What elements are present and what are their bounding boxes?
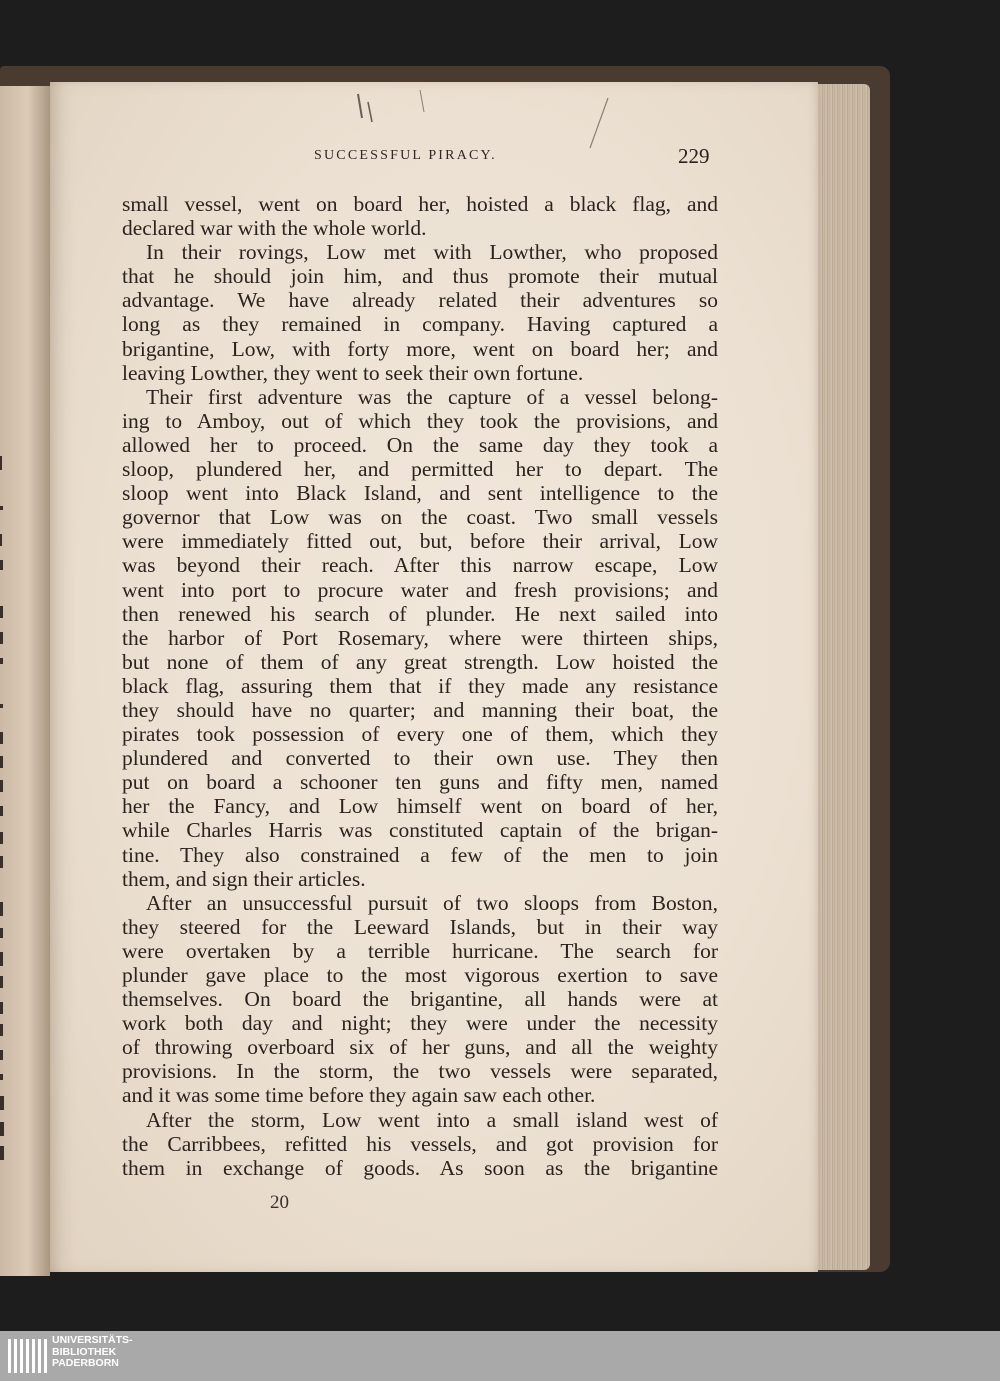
text-line: them in exchange of goods. As soon as the brigantine (122, 1155, 718, 1180)
library-name-line: UNIVERSITÄTS- (52, 1334, 133, 1346)
text-line: but none of them of any great strength. Low hoisted the (122, 649, 718, 674)
text-line: In their rovings, Low met with Lowther, who proposed (146, 240, 718, 265)
library-name-line: PADERBORN (52, 1357, 119, 1369)
text-line: After an unsuccessful pursuit of two sloops from Boston, (146, 890, 718, 915)
text-line: were immediately fitted out, but, before their arrival, Low (122, 529, 718, 554)
text-line: them, and sign their articles. (122, 866, 366, 891)
text-line: long as they remained in company. Having captured a (122, 312, 718, 337)
text-line: provisions. In the storm, the two vessels were separated, (122, 1059, 718, 1084)
text-line: allowed her to proceed. On the same day they took a (122, 432, 718, 457)
running-head-title: SUCCESSFUL PIRACY. (314, 148, 497, 163)
text-line: plundered and converted to their own use. They then (122, 746, 718, 771)
library-name (52, 1335, 133, 1370)
text-line: of throwing overboard six of her guns, and all the weighty (122, 1035, 718, 1060)
text-line: and it was some time before they again saw each other. (122, 1083, 596, 1108)
text-line: the Carribbees, refitted his vessels, and got provision for (122, 1131, 718, 1156)
text-line: was beyond their reach. After this narrow escape, Low (122, 553, 718, 578)
text-line: leaving Lowther, they went to seek their own fortune. (122, 360, 584, 385)
text-line: Their first adventure was the capture of a vessel belong- (146, 384, 718, 409)
text-line: ing to Amboy, out of which they took the provisions, and (122, 408, 718, 433)
text-line: they steered for the Leeward Islands, but in their way (122, 914, 718, 939)
facing-page-text-fragments (0, 86, 14, 1276)
body-text (122, 192, 718, 1180)
text-line: tine. They also constrained a few of the men to join (122, 842, 718, 867)
text-line: black flag, assuring them that if they made any resistance (122, 673, 718, 698)
text-line: her the Fancy, and Low himself went on board of her, (122, 794, 718, 819)
text-line: brigantine, Low, with forty more, went on board her; and (122, 336, 718, 361)
text-line: went into port to procure water and fresh provisions; and (122, 577, 718, 602)
text-line: sloop went into Black Island, and sent intelligence to the (122, 481, 718, 506)
text-line: pirates took possession of every one of them, which they (122, 722, 718, 747)
library-footer-bar (0, 1331, 1000, 1381)
text-line: while Charles Harris was constituted captain of the brigan- (122, 818, 718, 843)
text-line: advantage. We have already related their adventures so (122, 288, 718, 313)
text-line: were overtaken by a terrible hurricane. The search for (122, 938, 718, 963)
text-line: put on board a schooner ten guns and fifty men, named (122, 770, 718, 795)
text-line: themselves. On board the brigantine, all hands were at (122, 987, 718, 1012)
library-name-line: BIBLIOTHEK (52, 1345, 117, 1358)
text-line: that he should join him, and thus promote their mutual (122, 264, 718, 289)
text-line: After the storm, Low went into a small island west of (146, 1107, 718, 1132)
signature-mark: 20 (270, 1192, 289, 1213)
text-line: then renewed his search of plunder. He next sailed into (122, 601, 718, 626)
text-line: sloop, plundered her, and permitted her to depart. The (122, 457, 718, 482)
running-head (50, 146, 818, 170)
page-number: 229 (678, 144, 710, 168)
text-line: work both day and night; they were under the necessity (122, 1011, 718, 1036)
text-line: small vessel, went on board her, hoisted a black flag, and (122, 192, 718, 216)
text-line: governor that Low was on the coast. Two small vessels (122, 505, 718, 530)
text-line: plunder gave place to the most vigorous exertion to save (122, 963, 718, 987)
text-line: the harbor of Port Rosemary, where were thirteen ships, (122, 625, 718, 650)
text-line: declared war with the whole world. (122, 216, 427, 241)
library-logo-icon (8, 1337, 48, 1375)
text-line: they should have no quarter; and manning their boat, the (122, 697, 718, 722)
book-page (50, 82, 818, 1272)
